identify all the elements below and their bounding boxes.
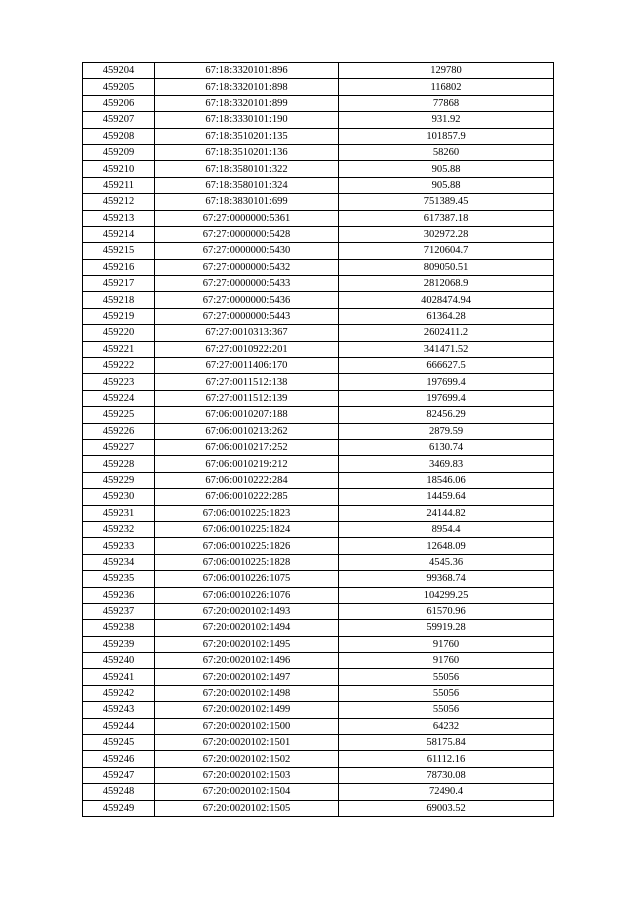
- row-number-cell: 459230: [83, 489, 155, 505]
- cadastral-number-cell: 67:27:0010922:201: [155, 341, 339, 357]
- cadastral-number-cell: 67:18:3580101:322: [155, 161, 339, 177]
- row-number-cell: 459229: [83, 472, 155, 488]
- table-row: [83, 472, 554, 488]
- value-cell: 77868: [339, 95, 554, 111]
- value-cell: 666627.5: [339, 358, 554, 374]
- value-cell: 61112.16: [339, 751, 554, 767]
- value-cell: 2602411.2: [339, 325, 554, 341]
- row-number-cell: 459218: [83, 292, 155, 308]
- cadastral-number-cell: 67:20:0020102:1504: [155, 784, 339, 800]
- cadastral-number-cell: 67:20:0020102:1495: [155, 636, 339, 652]
- cadastral-number-cell: 67:27:0011512:139: [155, 390, 339, 406]
- cadastral-number-cell: 67:06:0010219:212: [155, 456, 339, 472]
- value-cell: 58260: [339, 144, 554, 160]
- cadastral-number-cell: 67:27:0000000:5430: [155, 243, 339, 259]
- cadastral-number-cell: 67:20:0020102:1502: [155, 751, 339, 767]
- table-row: [83, 587, 554, 603]
- row-number-cell: 459232: [83, 521, 155, 537]
- cadastral-number-cell: 67:27:0011406:170: [155, 358, 339, 374]
- value-cell: 101857.9: [339, 128, 554, 144]
- table-row: [83, 79, 554, 95]
- value-cell: 6130.74: [339, 439, 554, 455]
- cadastral-number-cell: 67:27:0000000:5436: [155, 292, 339, 308]
- cadastral-number-cell: 67:06:0010225:1828: [155, 554, 339, 570]
- cadastral-number-cell: 67:06:0010225:1826: [155, 538, 339, 554]
- table-row: [83, 767, 554, 783]
- table-row: [83, 538, 554, 554]
- value-cell: 302972.28: [339, 226, 554, 242]
- cadastral-number-cell: 67:27:0000000:5443: [155, 308, 339, 324]
- value-cell: 8954.4: [339, 521, 554, 537]
- row-number-cell: 459248: [83, 784, 155, 800]
- table-row: [83, 620, 554, 636]
- cadastral-number-cell: 67:20:0020102:1493: [155, 603, 339, 619]
- table-row: [83, 210, 554, 226]
- value-cell: 69003.52: [339, 800, 554, 816]
- cadastral-number-cell: 67:20:0020102:1501: [155, 735, 339, 751]
- row-number-cell: 459223: [83, 374, 155, 390]
- row-number-cell: 459228: [83, 456, 155, 472]
- table-row: [83, 276, 554, 292]
- table-row: [83, 685, 554, 701]
- value-cell: 617387.18: [339, 210, 554, 226]
- row-number-cell: 459247: [83, 767, 155, 783]
- cadastral-number-cell: 67:06:0010222:285: [155, 489, 339, 505]
- value-cell: 129780: [339, 63, 554, 79]
- row-number-cell: 459235: [83, 571, 155, 587]
- row-number-cell: 459246: [83, 751, 155, 767]
- table-row: [83, 144, 554, 160]
- row-number-cell: 459221: [83, 341, 155, 357]
- cadastral-number-cell: 67:06:0010225:1824: [155, 521, 339, 537]
- row-number-cell: 459244: [83, 718, 155, 734]
- value-cell: 751389.45: [339, 194, 554, 210]
- table-row: [83, 702, 554, 718]
- value-cell: 116802: [339, 79, 554, 95]
- value-cell: 64232: [339, 718, 554, 734]
- row-number-cell: 459217: [83, 276, 155, 292]
- table-row: [83, 325, 554, 341]
- row-number-cell: 459249: [83, 800, 155, 816]
- value-cell: 82456.29: [339, 407, 554, 423]
- table-row: [83, 128, 554, 144]
- value-cell: 104299.25: [339, 587, 554, 603]
- table-row: [83, 456, 554, 472]
- table-row: [83, 735, 554, 751]
- value-cell: 91760: [339, 636, 554, 652]
- table-row: [83, 636, 554, 652]
- cadastral-number-cell: 67:18:3510201:136: [155, 144, 339, 160]
- table-row: [83, 243, 554, 259]
- cadastral-number-cell: 67:18:3580101:324: [155, 177, 339, 193]
- cadastral-number-cell: 67:06:0010222:284: [155, 472, 339, 488]
- table-row: [83, 800, 554, 816]
- row-number-cell: 459212: [83, 194, 155, 210]
- value-cell: 4545.36: [339, 554, 554, 570]
- table-row: [83, 423, 554, 439]
- value-cell: 2879.59: [339, 423, 554, 439]
- table-row: [83, 751, 554, 767]
- table-row: [83, 571, 554, 587]
- row-number-cell: 459211: [83, 177, 155, 193]
- data-table: [82, 62, 554, 817]
- cadastral-number-cell: 67:06:0010225:1823: [155, 505, 339, 521]
- value-cell: 905.88: [339, 161, 554, 177]
- row-number-cell: 459222: [83, 358, 155, 374]
- value-cell: 61364.28: [339, 308, 554, 324]
- row-number-cell: 459213: [83, 210, 155, 226]
- row-number-cell: 459214: [83, 226, 155, 242]
- row-number-cell: 459238: [83, 620, 155, 636]
- row-number-cell: 459234: [83, 554, 155, 570]
- row-number-cell: 459226: [83, 423, 155, 439]
- value-cell: 78730.08: [339, 767, 554, 783]
- cadastral-number-cell: 67:18:3320101:899: [155, 95, 339, 111]
- value-cell: 931.92: [339, 112, 554, 128]
- row-number-cell: 459224: [83, 390, 155, 406]
- cadastral-number-cell: 67:20:0020102:1505: [155, 800, 339, 816]
- row-number-cell: 459206: [83, 95, 155, 111]
- row-number-cell: 459209: [83, 144, 155, 160]
- value-cell: 7120604.7: [339, 243, 554, 259]
- table-row: [83, 718, 554, 734]
- row-number-cell: 459237: [83, 603, 155, 619]
- table-row: [83, 505, 554, 521]
- cadastral-number-cell: 67:20:0020102:1503: [155, 767, 339, 783]
- table-row: [83, 177, 554, 193]
- row-number-cell: 459207: [83, 112, 155, 128]
- cadastral-number-cell: 67:06:0010207:188: [155, 407, 339, 423]
- value-cell: 55056: [339, 702, 554, 718]
- row-number-cell: 459204: [83, 63, 155, 79]
- table-row: [83, 390, 554, 406]
- value-cell: 197699.4: [339, 390, 554, 406]
- table-row: [83, 489, 554, 505]
- cadastral-number-cell: 67:06:0010226:1075: [155, 571, 339, 587]
- table-row: [83, 554, 554, 570]
- value-cell: 18546.06: [339, 472, 554, 488]
- value-cell: 91760: [339, 653, 554, 669]
- table-row: [83, 603, 554, 619]
- table-row: [83, 112, 554, 128]
- table-row: [83, 194, 554, 210]
- table-row: [83, 259, 554, 275]
- value-cell: 61570.96: [339, 603, 554, 619]
- row-number-cell: 459240: [83, 653, 155, 669]
- row-number-cell: 459205: [83, 79, 155, 95]
- cadastral-number-cell: 67:20:0020102:1497: [155, 669, 339, 685]
- table-row: [83, 407, 554, 423]
- row-number-cell: 459231: [83, 505, 155, 521]
- value-cell: 341471.52: [339, 341, 554, 357]
- table-row: [83, 669, 554, 685]
- value-cell: 14459.64: [339, 489, 554, 505]
- cadastral-number-cell: 67:27:0000000:5428: [155, 226, 339, 242]
- value-cell: 4028474.94: [339, 292, 554, 308]
- row-number-cell: 459236: [83, 587, 155, 603]
- value-cell: 58175.84: [339, 735, 554, 751]
- row-number-cell: 459219: [83, 308, 155, 324]
- row-number-cell: 459227: [83, 439, 155, 455]
- value-cell: 3469.83: [339, 456, 554, 472]
- row-number-cell: 459245: [83, 735, 155, 751]
- table-row: [83, 521, 554, 537]
- table-row: [83, 653, 554, 669]
- cadastral-number-cell: 67:27:0000000:5432: [155, 259, 339, 275]
- row-number-cell: 459241: [83, 669, 155, 685]
- table-row: [83, 341, 554, 357]
- table-row: [83, 63, 554, 79]
- row-number-cell: 459225: [83, 407, 155, 423]
- table-row: [83, 226, 554, 242]
- value-cell: 197699.4: [339, 374, 554, 390]
- value-cell: 809050.51: [339, 259, 554, 275]
- value-cell: 99368.74: [339, 571, 554, 587]
- value-cell: 905.88: [339, 177, 554, 193]
- cadastral-number-cell: 67:27:0000000:5433: [155, 276, 339, 292]
- row-number-cell: 459216: [83, 259, 155, 275]
- cadastral-number-cell: 67:20:0020102:1494: [155, 620, 339, 636]
- table-row: [83, 439, 554, 455]
- table-row: [83, 374, 554, 390]
- cadastral-number-cell: 67:06:0010213:262: [155, 423, 339, 439]
- cadastral-number-cell: 67:27:0000000:5361: [155, 210, 339, 226]
- table-body: [83, 63, 554, 817]
- value-cell: 55056: [339, 669, 554, 685]
- cadastral-number-cell: 67:27:0010313:367: [155, 325, 339, 341]
- table-row: [83, 358, 554, 374]
- cadastral-number-cell: 67:18:3330101:190: [155, 112, 339, 128]
- cadastral-number-cell: 67:27:0011512:138: [155, 374, 339, 390]
- table-row: [83, 95, 554, 111]
- cadastral-number-cell: 67:18:3320101:896: [155, 63, 339, 79]
- table-row: [83, 308, 554, 324]
- row-number-cell: 459239: [83, 636, 155, 652]
- row-number-cell: 459215: [83, 243, 155, 259]
- row-number-cell: 459208: [83, 128, 155, 144]
- row-number-cell: 459243: [83, 702, 155, 718]
- row-number-cell: 459233: [83, 538, 155, 554]
- cadastral-number-cell: 67:20:0020102:1500: [155, 718, 339, 734]
- cadastral-number-cell: 67:20:0020102:1498: [155, 685, 339, 701]
- cadastral-number-cell: 67:18:3830101:699: [155, 194, 339, 210]
- row-number-cell: 459210: [83, 161, 155, 177]
- table-row: [83, 784, 554, 800]
- table-row: [83, 292, 554, 308]
- value-cell: 59919.28: [339, 620, 554, 636]
- cadastral-number-cell: 67:06:0010226:1076: [155, 587, 339, 603]
- row-number-cell: 459242: [83, 685, 155, 701]
- value-cell: 72490.4: [339, 784, 554, 800]
- value-cell: 24144.82: [339, 505, 554, 521]
- cadastral-number-cell: 67:18:3320101:898: [155, 79, 339, 95]
- cadastral-number-cell: 67:06:0010217:252: [155, 439, 339, 455]
- row-number-cell: 459220: [83, 325, 155, 341]
- cadastral-number-cell: 67:20:0020102:1496: [155, 653, 339, 669]
- table-row: [83, 161, 554, 177]
- value-cell: 55056: [339, 685, 554, 701]
- cadastral-number-cell: 67:20:0020102:1499: [155, 702, 339, 718]
- value-cell: 12648.09: [339, 538, 554, 554]
- cadastral-number-cell: 67:18:3510201:135: [155, 128, 339, 144]
- value-cell: 2812068.9: [339, 276, 554, 292]
